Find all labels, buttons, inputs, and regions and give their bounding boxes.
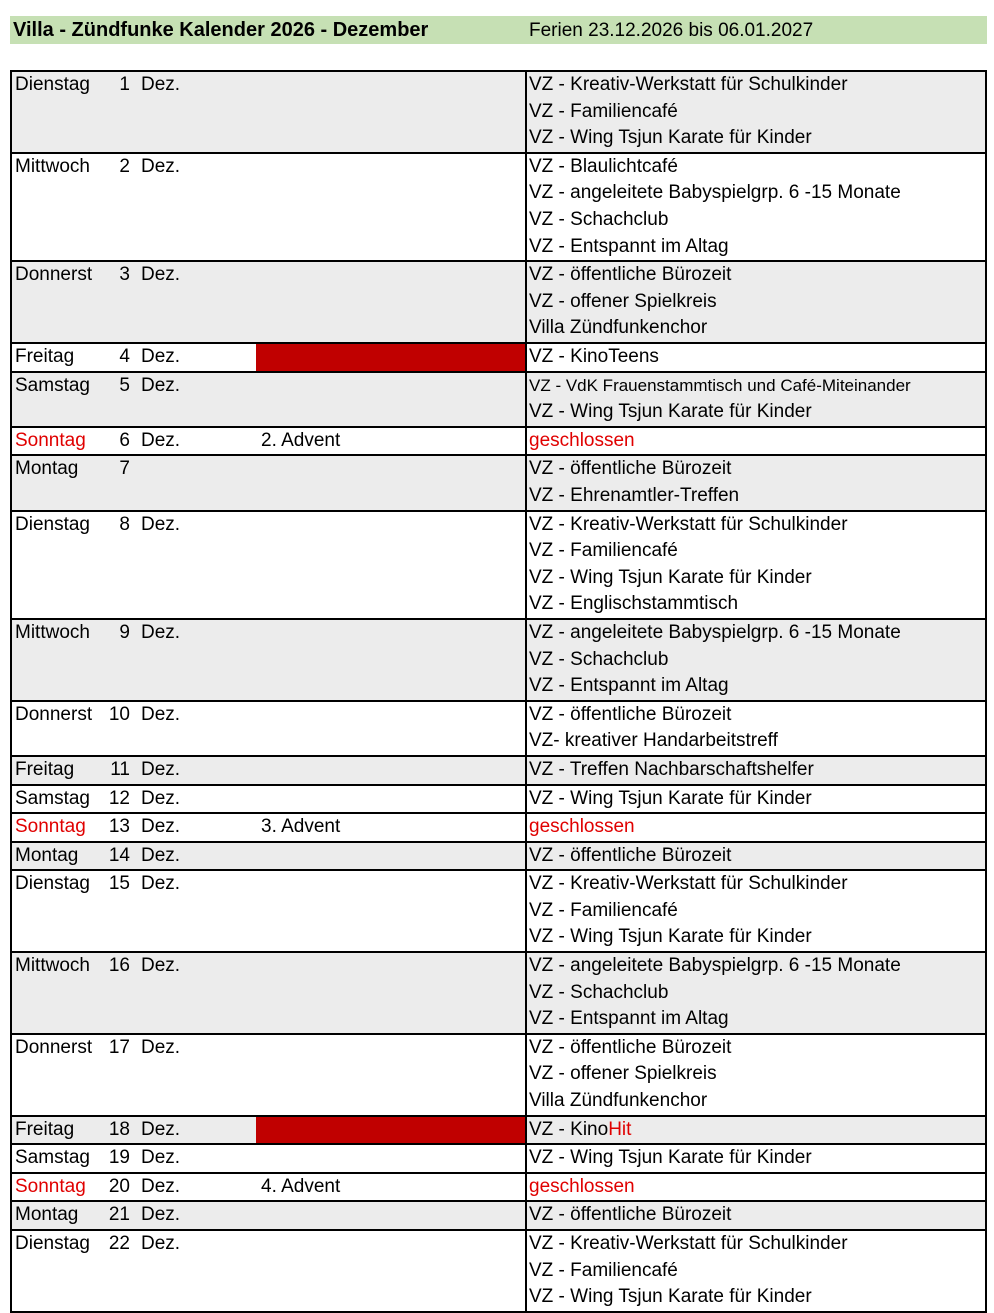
column-divider <box>525 814 527 841</box>
event-list <box>529 1231 985 1311</box>
day-number: 1 <box>119 74 130 95</box>
month-label: Dez. <box>141 1175 181 1197</box>
month-label: Dez. <box>141 787 181 809</box>
column-divider <box>525 512 527 618</box>
event-text: VZ - Englischstammtisch <box>529 593 739 615</box>
event-text: VZ - Familiencafé <box>529 540 678 562</box>
column-divider <box>525 262 527 342</box>
event-text: VZ - Wing Tsjun Karate für Kinder <box>529 1286 812 1308</box>
event-item <box>529 262 985 289</box>
column-divider <box>525 1117 527 1144</box>
day-number: 13 <box>108 816 130 838</box>
month-label: Dez. <box>141 873 181 895</box>
month-label: Dez. <box>141 1036 181 1058</box>
weekday-label: Dienstag <box>15 513 90 535</box>
event-item <box>529 620 985 647</box>
event-item <box>529 565 985 592</box>
event-item <box>529 1284 985 1311</box>
day-number: 18 <box>108 1118 130 1140</box>
day-number: 12 <box>108 787 130 809</box>
event-text: VZ - Familiencafé <box>529 1259 678 1281</box>
event-item <box>529 1174 985 1201</box>
column-divider <box>525 344 527 371</box>
weekday-label: Samstag <box>15 1147 90 1169</box>
event-list <box>529 1174 985 1201</box>
event-item <box>529 1231 985 1258</box>
day-number: 16 <box>108 955 130 977</box>
weekday-label: Freitag <box>15 758 75 780</box>
month-label: Dez. <box>141 374 181 396</box>
weekday-label: Dienstag <box>15 873 90 895</box>
event-list <box>529 620 985 700</box>
event-list <box>529 262 985 342</box>
event-text: VZ - angeleitete Babyspielgrp. 6 -15 Monate <box>529 621 901 643</box>
day-number: 9 <box>119 621 130 643</box>
column-divider <box>525 1145 527 1172</box>
calendar-row <box>12 1202 985 1231</box>
event-text: VZ - Wing Tsjun Karate für Kinder <box>529 566 812 588</box>
column-divider <box>525 72 527 152</box>
event-text: VZ - Blaulichtcafé <box>529 155 678 177</box>
day-number: 2 <box>119 155 130 177</box>
event-item <box>529 728 985 755</box>
event-text-highlight: Hit <box>608 1118 632 1140</box>
day-number: 17 <box>108 1036 130 1058</box>
event-text: VZ - Schachclub <box>529 648 669 670</box>
event-text: VZ - Entspannt im Altag <box>529 675 729 697</box>
event-item <box>529 315 985 342</box>
day-note: 2. Advent <box>261 429 341 451</box>
holiday-notice: Ferien 23.12.2026 bis 06.01.2027 <box>529 20 814 41</box>
event-text: VZ - Kreativ-Werkstatt für Schulkinder <box>529 513 848 535</box>
column-divider <box>525 373 527 426</box>
event-item <box>529 207 985 234</box>
event-item <box>529 154 985 181</box>
day-number: 6 <box>119 429 130 451</box>
event-item <box>529 673 985 700</box>
month-label: Dez. <box>141 703 181 725</box>
event-item <box>529 953 985 980</box>
column-divider <box>525 871 527 951</box>
event-item <box>529 1258 985 1285</box>
day-number: 3 <box>119 264 130 286</box>
event-item <box>529 483 985 510</box>
event-item <box>529 1088 985 1115</box>
weekday-label: Montag <box>15 844 79 866</box>
event-text: VZ - Kreativ-Werkstatt für Schulkinder <box>529 74 848 95</box>
event-item <box>529 871 985 898</box>
event-list <box>529 1035 985 1115</box>
event-item <box>529 428 985 455</box>
page-header <box>10 16 987 44</box>
event-list <box>529 1202 985 1229</box>
calendar-row <box>12 871 985 953</box>
event-text: VZ- kreativer Handarbeitstreff <box>529 730 778 752</box>
column-divider <box>525 843 527 870</box>
event-text: VZ - öffentliche Bürozeit <box>529 844 732 866</box>
event-item <box>529 344 985 371</box>
event-item <box>529 399 985 426</box>
calendar-row <box>12 428 985 457</box>
event-item <box>529 757 985 784</box>
event-item <box>529 843 985 870</box>
day-note: 3. Advent <box>261 816 341 838</box>
event-list <box>529 154 985 260</box>
event-list <box>529 1145 985 1172</box>
day-number: 7 <box>119 458 130 480</box>
day-number: 4 <box>119 345 130 367</box>
weekday-label: Sonntag <box>15 816 86 838</box>
weekday-label: Donnerst <box>15 264 93 286</box>
column-divider <box>525 456 527 509</box>
event-item <box>529 786 985 813</box>
event-list <box>529 72 985 152</box>
month-label: Dez. <box>141 955 181 977</box>
event-list <box>529 456 985 509</box>
event-text: VZ - öffentliche Bürozeit <box>529 703 732 725</box>
event-item <box>529 99 985 126</box>
event-text: VZ - Ehrenamtler-Treffen <box>529 484 740 506</box>
calendar-row <box>12 154 985 262</box>
event-item <box>529 538 985 565</box>
event-text: VZ - Wing Tsjun Karate für Kinder <box>529 787 812 809</box>
column-divider <box>525 428 527 455</box>
calendar-row <box>12 512 985 620</box>
event-text: VZ - offener Spielkreis <box>529 290 717 312</box>
event-text: VZ - Entspannt im Altag <box>529 235 729 257</box>
event-text: Villa Zündfunkenchor <box>529 317 708 339</box>
event-text: VZ - Kreativ-Werkstatt für Schulkinder <box>529 1233 848 1255</box>
event-text: VZ - Wing Tsjun Karate für Kinder <box>529 127 812 149</box>
month-label: Dez. <box>141 758 181 780</box>
event-list <box>529 1117 985 1144</box>
red-marker-bar <box>256 1117 525 1144</box>
event-text: VZ - offener Spielkreis <box>529 1063 717 1085</box>
event-text: Villa Zündfunkenchor <box>529 1090 708 1112</box>
month-label: Dez. <box>141 155 181 177</box>
event-text: VZ - öffentliche Bürozeit <box>529 1204 732 1226</box>
column-divider <box>525 953 527 1033</box>
event-item <box>529 289 985 316</box>
event-item <box>529 702 985 729</box>
event-text: VZ - Familiencafé <box>529 899 678 921</box>
calendar-row <box>12 843 985 872</box>
day-note: 4. Advent <box>261 1175 341 1197</box>
calendar-row <box>12 1035 985 1117</box>
column-divider <box>525 1202 527 1229</box>
event-text: geschlossen <box>529 816 635 838</box>
calendar-row <box>12 344 985 373</box>
month-label: Dez. <box>141 74 181 95</box>
weekday-label: Mittwoch <box>15 955 90 977</box>
day-number: 15 <box>108 873 130 895</box>
column-divider <box>525 1035 527 1115</box>
calendar-row <box>12 1174 985 1203</box>
event-list <box>529 757 985 784</box>
event-list <box>529 428 985 455</box>
event-item <box>529 1061 985 1088</box>
calendar-row <box>12 702 985 757</box>
column-divider <box>525 786 527 813</box>
event-text: VZ - öffentliche Bürozeit <box>529 1036 732 1058</box>
calendar-row <box>12 757 985 786</box>
event-item <box>529 591 985 618</box>
event-item <box>529 1006 985 1033</box>
weekday-label: Dienstag <box>15 1233 90 1255</box>
month-label: Dez. <box>141 1204 181 1226</box>
day-number: 11 <box>110 758 130 780</box>
column-divider <box>525 1231 527 1311</box>
event-item <box>529 980 985 1007</box>
day-number: 5 <box>119 374 130 396</box>
event-text: geschlossen <box>529 429 635 451</box>
event-list <box>529 373 985 426</box>
month-label: Dez. <box>141 345 181 367</box>
weekday-label: Donnerst <box>15 1036 93 1058</box>
weekday-label: Mittwoch <box>15 155 90 177</box>
event-item <box>529 1202 985 1229</box>
month-label: Dez. <box>141 1233 181 1255</box>
column-divider <box>525 757 527 784</box>
weekday-label: Freitag <box>15 1118 75 1140</box>
month-label: Dez. <box>141 264 181 286</box>
event-text: VZ - angeleitete Babyspielgrp. 6 -15 Monate <box>529 955 901 977</box>
event-text: VZ - Schachclub <box>529 981 669 1003</box>
event-text: VZ - Treffen Nachbarschaftshelfer <box>529 758 814 780</box>
event-list <box>529 953 985 1033</box>
event-item <box>529 234 985 261</box>
calendar-row <box>12 262 985 344</box>
event-item <box>529 72 985 99</box>
event-text: VZ - VdK Frauenstammtisch und Café-Miteinander <box>529 375 911 395</box>
day-number: 10 <box>108 703 130 725</box>
event-item <box>529 1117 985 1144</box>
event-item <box>529 512 985 539</box>
day-number: 19 <box>108 1147 130 1169</box>
weekday-label: Sonntag <box>15 1175 86 1197</box>
event-item <box>529 456 985 483</box>
weekday-label: Sonntag <box>15 429 86 451</box>
calendar-title: Villa - Zündfunke Kalender 2026 - Dezember <box>13 19 429 41</box>
month-label: Dez. <box>141 816 181 838</box>
event-list <box>529 702 985 755</box>
event-text: VZ - Kino <box>529 1118 609 1140</box>
calendar-row <box>12 456 985 511</box>
calendar-row <box>12 1145 985 1174</box>
calendar-row <box>12 1231 985 1313</box>
event-list <box>529 512 985 618</box>
column-divider <box>525 702 527 755</box>
event-text: VZ - angeleitete Babyspielgrp. 6 -15 Monate <box>529 182 901 204</box>
column-divider <box>525 1174 527 1201</box>
event-list <box>529 871 985 951</box>
calendar-row <box>12 620 985 702</box>
weekday-label: Donnerst <box>15 703 93 725</box>
calendar-row <box>12 1117 985 1146</box>
weekday-label: Montag <box>15 458 79 480</box>
red-marker-bar <box>256 344 525 371</box>
month-label: Dez. <box>141 844 181 866</box>
event-text: VZ - KinoTeens <box>529 345 659 367</box>
event-list <box>529 814 985 841</box>
event-text: VZ - öffentliche Bürozeit <box>529 458 732 480</box>
event-item <box>529 1035 985 1062</box>
day-number: 21 <box>108 1204 130 1226</box>
event-text: VZ - Wing Tsjun Karate für Kinder <box>529 926 812 948</box>
month-label: Dez. <box>141 429 181 451</box>
event-list <box>529 786 985 813</box>
event-item <box>529 125 985 152</box>
month-label: Dez. <box>141 513 181 535</box>
column-divider <box>525 154 527 260</box>
month-label: Dez. <box>141 621 181 643</box>
event-item <box>529 898 985 925</box>
event-item <box>529 1145 985 1172</box>
event-list <box>529 344 985 371</box>
event-item <box>529 647 985 674</box>
calendar-row <box>12 786 985 815</box>
weekday-label: Dienstag <box>15 74 90 95</box>
event-text: VZ - Wing Tsjun Karate für Kinder <box>529 401 812 423</box>
month-label: Dez. <box>141 1118 181 1140</box>
event-text: VZ - öffentliche Bürozeit <box>529 264 732 286</box>
event-text: geschlossen <box>529 1175 635 1197</box>
event-text: VZ - Wing Tsjun Karate für Kinder <box>529 1147 812 1169</box>
calendar-row <box>12 814 985 843</box>
column-divider <box>525 620 527 700</box>
event-item <box>529 814 985 841</box>
weekday-label: Mittwoch <box>15 621 90 643</box>
weekday-label: Samstag <box>15 374 90 396</box>
event-text: VZ - Entspannt im Altag <box>529 1008 729 1030</box>
event-text: VZ - Kreativ-Werkstatt für Schulkinder <box>529 873 848 895</box>
day-number: 8 <box>119 513 130 535</box>
calendar-table <box>10 70 987 1313</box>
event-list <box>529 843 985 870</box>
calendar-row <box>12 953 985 1035</box>
event-item <box>529 373 985 400</box>
event-text: VZ - Schachclub <box>529 208 669 230</box>
event-text: VZ - Familiencafé <box>529 100 678 122</box>
calendar-row <box>12 373 985 428</box>
calendar-row <box>12 72 985 154</box>
weekday-label: Montag <box>15 1204 79 1226</box>
weekday-label: Samstag <box>15 787 90 809</box>
event-item <box>529 924 985 951</box>
day-number: 20 <box>108 1175 130 1197</box>
day-number: 14 <box>108 844 130 866</box>
event-item <box>529 180 985 207</box>
weekday-label: Freitag <box>15 345 75 367</box>
month-label: Dez. <box>141 1147 181 1169</box>
day-number: 22 <box>108 1233 130 1255</box>
